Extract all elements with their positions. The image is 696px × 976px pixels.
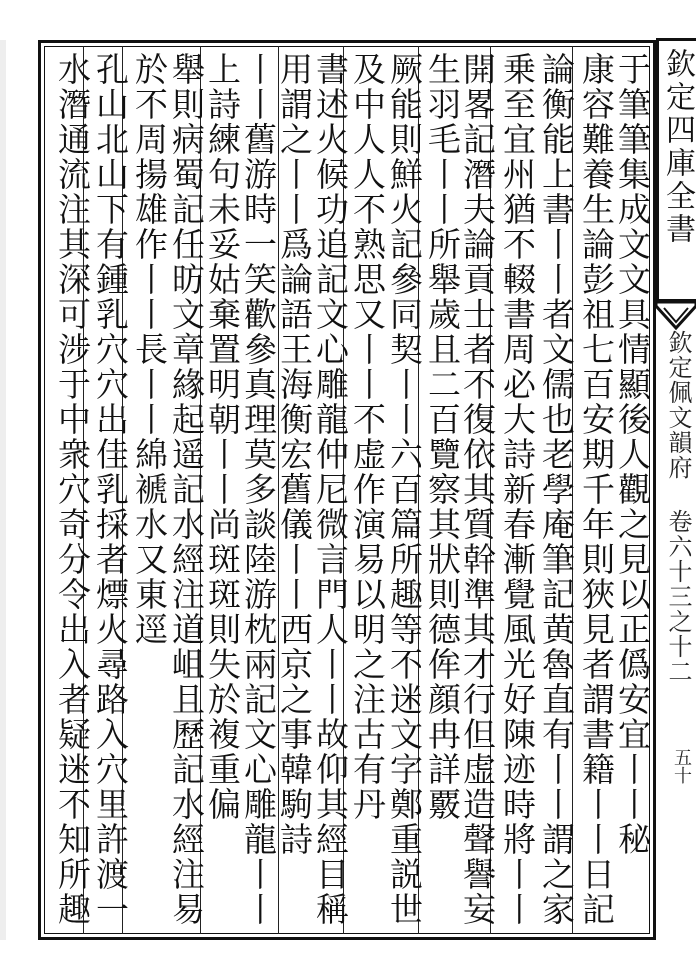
book-title: 欽定四庫全書 — [660, 48, 695, 246]
text-column-11: 丨丨舊游時一笑歡參真理莫多談陸游枕兩記文心雕龍丨丨 — [239, 52, 278, 927]
text-column-6: 生羽毛丨丨所舉歲且二百覽察其狀則德侔顔冉詳覈 — [423, 52, 462, 822]
text-column-7: 厥能則鮮火記參同契丨丨六百篇所趣等不迷文字鄭重説世 — [385, 52, 424, 927]
page-number: 五十 — [671, 748, 692, 784]
text-column-4: 乗至宜州猶不輟書周必大詩新春漸覺風光好陳迹時將丨丨 — [498, 52, 537, 927]
page-edge-shadow — [0, 40, 6, 940]
text-column-1: 于筆筆集成文文具情顯後人觀之見以正僞安宜丨丨秘 — [613, 52, 652, 857]
text-column-14: 於不周揚雄作丨丨長丨丨綿褫水又東逕 — [130, 52, 169, 647]
text-column-9: 書述火候功追記文心雕龍仲尼微言門人丨丨故仰其經目稱 — [311, 52, 350, 927]
text-column-3: 論衡能上書丨丨者文儒也老學庵筆記黄魯直有丨丨謂之家 — [537, 52, 576, 927]
text-column-12: 上詩練句未妥姑棄置明朝丨丨尚斑斑則失於複重偏 — [203, 52, 242, 822]
text-column-8: 及中人人不熟思又丨丨不虚作演易以明之注古有丹 — [348, 52, 387, 822]
text-column-15: 孔山北山下有鍾乳穴穴出佳乳採者熛火尋路入穴里許渡一 — [91, 52, 130, 927]
text-column-10: 用謂之丨丨爲論語王海衡宏舊儀丨丨西京之事韓駒詩 — [275, 52, 314, 857]
text-column-16: 水潛通流注其深可涉于中衆穴奇分令出入者疑迷不知所趣 — [53, 52, 92, 927]
text-column-2: 康容難養生論彭祖七百安期千年則狹見者謂書籍丨丨日記 — [577, 52, 616, 927]
text-column-13: 舉則病蜀記任昉文章緣起遥記水經注道岨且歷記水經注易 — [167, 52, 206, 927]
fish-tail-ornament — [656, 302, 696, 332]
volume-label: 欽定佩文韻府 卷六十三之十二 — [664, 330, 692, 684]
text-column-5: 開畧記潛夫論貢士者不復依其質幹準其才行但虚造聲譽妄 — [458, 52, 497, 927]
